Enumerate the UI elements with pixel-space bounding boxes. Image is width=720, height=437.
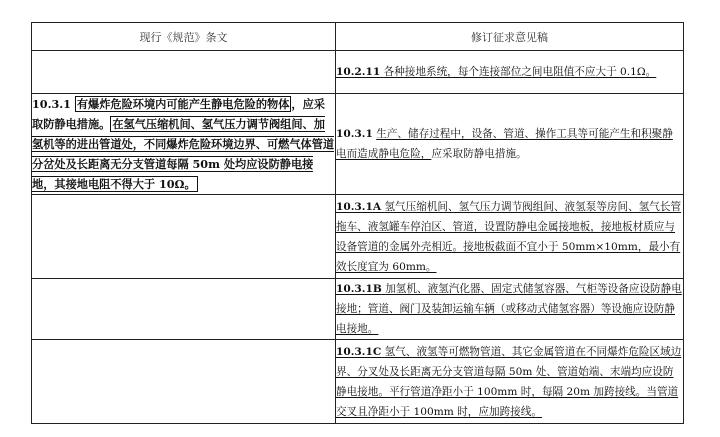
clause-text: 各种接地系统，每个连接部位之间电阻值不应大于 0.1Ω。 xyxy=(383,66,657,78)
revision-clause xyxy=(336,346,681,418)
boxed-text: 有爆炸危险环境内可能产生静电危险的物体 xyxy=(76,97,290,111)
clause-text: 氢气压缩机间、氢气压力调节阀组间、液氢泵等房间、氢气长管拖车、液氢罐车停泊区、管道，设置防静电金属接地板，接地板材质应与设备管道的金属外壳相近。接地板截面不宜小于 50mm×10mm，最小有效长度宜为 60mm。 xyxy=(336,200,682,273)
boxed-text: 在氢气压缩机间、氢气压力调节阀组间、加氢机等的进出管道处，不同爆炸危险环境边界、可燃气体管道分岔处及长距离无分支管道每隔 50m 处均应设防静电接地，其接地电阻不得大于 10Ω。 xyxy=(32,117,335,191)
clause-text: 氢气、液氢等可燃物管道、其它金属管道在不同爆炸危险区域边界、分叉处及长距离无分支管道每隔 50m 处、管道始端、末端均应设防静电接地。平行管道净距小于 100mm 时，每隔 20m 加跨接线。当管道交叉且净距小于 100mm 时，应加跨接线。 xyxy=(336,345,682,418)
revision-clause xyxy=(336,66,656,78)
current-cell-empty xyxy=(32,340,336,424)
clause-text: ，应采取防静电措施。 xyxy=(32,97,325,131)
comparison-table xyxy=(31,22,684,424)
table-row xyxy=(32,340,684,424)
table-row xyxy=(32,279,684,340)
clause-number: 10.3.1A xyxy=(336,200,382,213)
revision-cell xyxy=(336,51,684,94)
header-revision-draft: 修订征求意见稿 xyxy=(336,23,684,51)
revision-cell xyxy=(336,340,684,424)
revision-cell xyxy=(336,94,684,195)
table-row xyxy=(32,195,684,279)
clause-number: 10.2.11 xyxy=(336,66,381,78)
clause-text: 应采取防静电措施。 xyxy=(431,148,527,160)
clause-number: 10.3.1B xyxy=(336,283,382,295)
revision-cell xyxy=(336,279,684,340)
current-cell xyxy=(32,94,336,195)
clause-text: 加氢机、液氢汽化器、固定式储氢容器、气柜等设备应设防静电接地；管道、阀门及装卸运输车辆（或移动式储氢容器）等设施应设防静电接地。 xyxy=(336,283,682,335)
table-row xyxy=(32,94,684,195)
clause-number: 10.3.1C xyxy=(336,345,382,358)
current-cell-empty xyxy=(32,195,336,279)
clause-number: 10.3.1 xyxy=(336,128,373,140)
table-row xyxy=(32,51,684,94)
clause-text-underlined: 生产、储存过程中，设备、管道、操作工具等可能产生和积聚静电而造成静电危险， xyxy=(336,128,673,160)
revision-cell xyxy=(336,195,684,279)
current-cell-empty xyxy=(32,51,336,94)
header-current-clause: 现行《规范》条文 xyxy=(32,23,336,51)
revision-clause xyxy=(336,201,681,273)
current-cell-empty xyxy=(32,279,336,340)
revision-clause xyxy=(336,283,682,335)
clause-number: 10.3.1 xyxy=(32,97,71,111)
table-header-row xyxy=(32,23,684,51)
